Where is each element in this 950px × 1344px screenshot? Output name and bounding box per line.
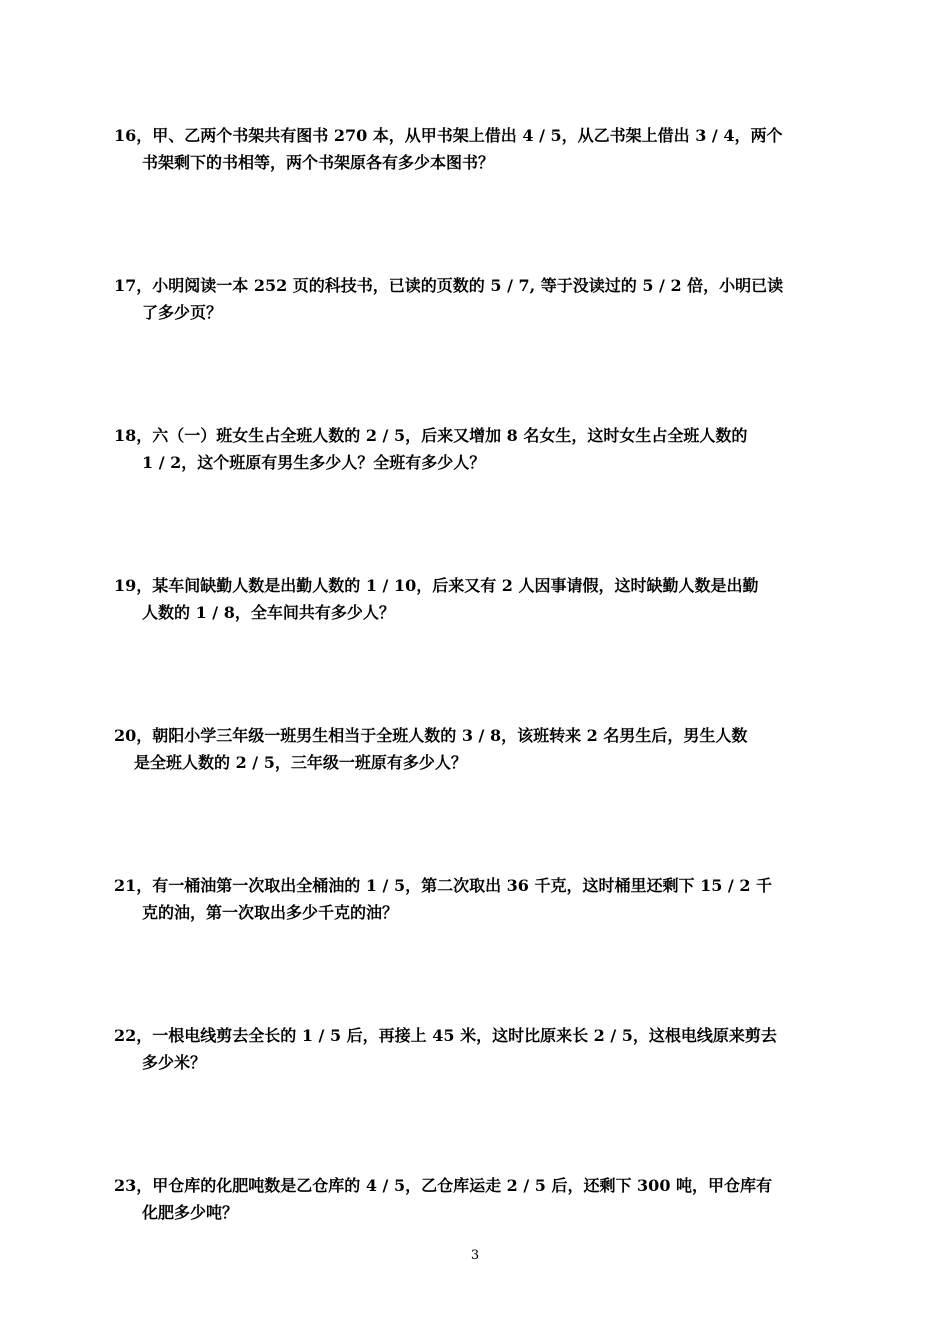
problem-16-line-1: 16，甲、乙两个书架共有图书 270 本，从甲书架上借出 4 / 5，从乙书架上借出 3 / 4，两个 [114, 126, 783, 145]
problem-22-line-1: 22，一根电线剪去全长的 1 / 5 后，再接上 45 米，这时比原来长 2 / 5，这根电线原来剪去 [114, 1026, 777, 1045]
problem-20-line-2: 是全班人数的 2 / 5，三年级一班原有多少人？ [134, 753, 467, 772]
page-number: 3 [470, 1248, 480, 1263]
problem-19 [114, 572, 844, 626]
problem-21-line-1: 21，有一桶油第一次取出全桶油的 1 / 5，第二次取出 36 千克，这时桶里还剩下 15 / 2 千 [114, 876, 773, 895]
problem-18-line-1: 18，六（一）班女生占全班人数的 2 / 5，后来又增加 8 名女生，这时女生占全班人数的 [114, 426, 748, 445]
problem-21 [114, 872, 844, 926]
problem-18 [114, 422, 844, 476]
problem-22 [114, 1022, 844, 1076]
problem-23 [114, 1172, 844, 1226]
problem-20-line-1: 20，朝阳小学三年级一班男生相当于全班人数的 3 / 8，该班转来 2 名男生后，男生人数 [114, 726, 748, 745]
problem-23-line-2: 化肥多少吨？ [142, 1203, 239, 1222]
problem-22-line-2: 多少米？ [142, 1053, 207, 1072]
problem-17-line-1: 17，小明阅读一本 252 页的科技书，已读的页数的 5 / 7, 等于没读过的 5 / 2 倍，小明已读 [114, 276, 784, 295]
problem-20 [114, 722, 844, 776]
problem-21-line-2: 克的油，第一次取出多少千克的油？ [142, 903, 399, 922]
problem-19-line-2: 人数的 1 / 8，全车间共有多少人？ [142, 603, 395, 622]
problem-16 [114, 122, 844, 176]
problem-23-line-1: 23，甲仓库的化肥吨数是乙仓库的 4 / 5，乙仓库运走 2 / 5 后，还剩下 300 吨，甲仓库有 [114, 1176, 773, 1195]
problem-19-line-1: 19，某车间缺勤人数是出勤人数的 1 / 10，后来又有 2 人因事请假，这时缺勤人数是出勤 [114, 576, 759, 595]
problem-16-line-2: 书架剩下的书相等，两个书架原各有多少本图书？ [142, 153, 495, 172]
problem-17 [114, 272, 844, 326]
problem-18-line-2: 1 / 2，这个班原有男生多少人？全班有多少人？ [142, 453, 486, 472]
problem-17-line-2: 了多少页？ [142, 303, 223, 322]
